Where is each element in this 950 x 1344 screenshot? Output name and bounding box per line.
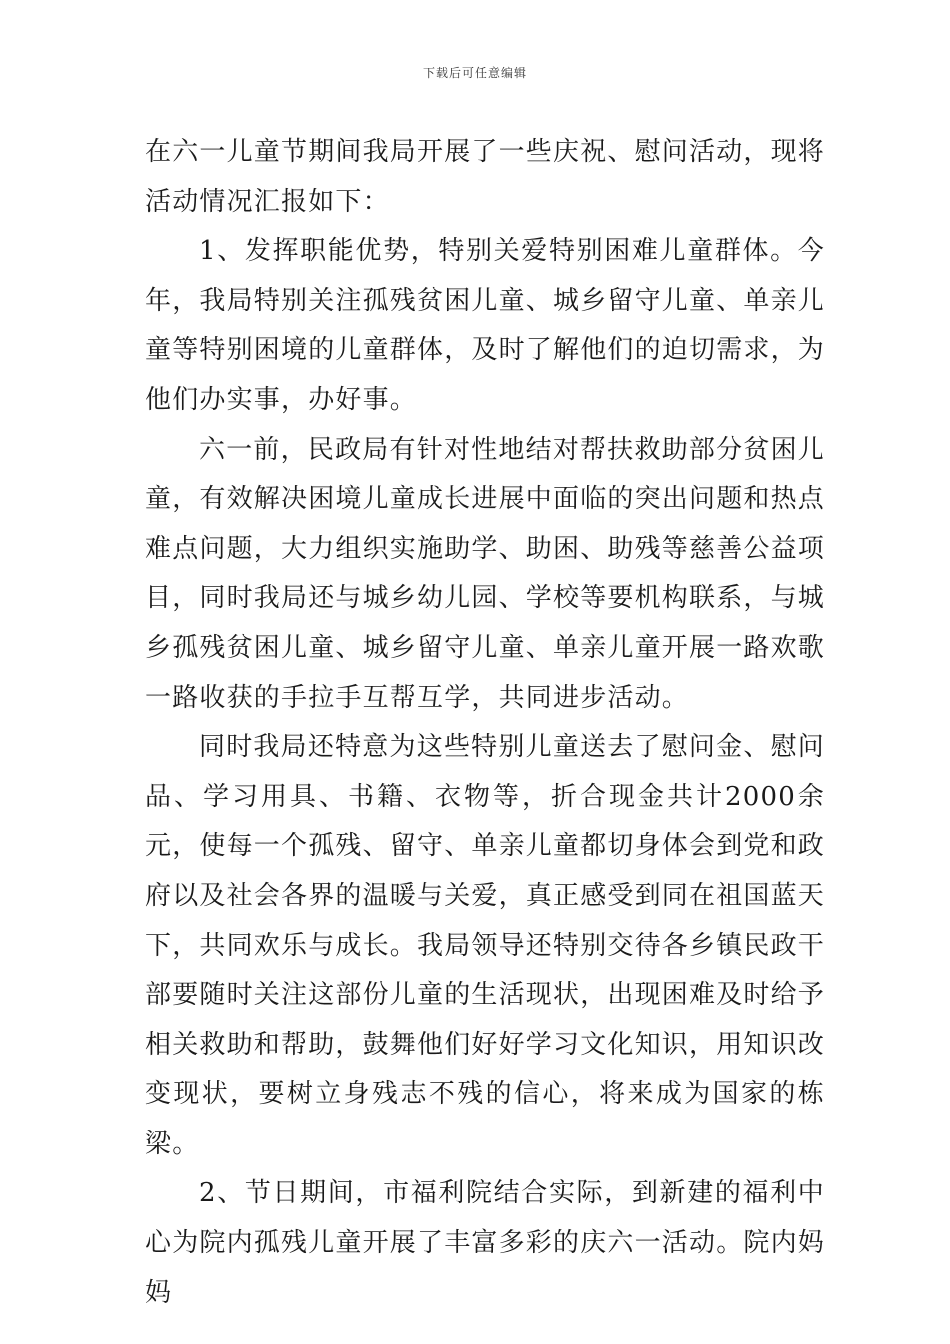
paragraph-intro: 在六一儿童节期间我局开展了一些庆祝、慰问活动，现将活动情况汇报如下：	[145, 137, 826, 217]
paragraph-4: 2、节日期间，市福利院结合实际，到新建的福利中心为院内孤残儿童开展了丰富多彩的庆六一活动。院内妈妈	[145, 1178, 826, 1308]
paragraph-1: 1、发挥职能优势，特别关爱特别困难儿童群体。今年，我局特别关注孤残贫困儿童、城乡留守儿童、单亲儿童等特别困境的儿童群体，及时了解他们的迫切需求，为他们办实事，办好事。	[145, 236, 826, 415]
header-note: 下载后可任意编辑	[422, 66, 527, 80]
paragraph-2: 六一前，民政局有针对性地结对帮扶救助部分贫困儿童，有效解决困境儿童成长进展中面临的突出问题和热点难点问题，大力组织实施助学、助困、助残等慈善公益项目，同时我局还与城乡幼儿园、学校等要机构联系，与城乡孤残贫困儿童、城乡留守儿童、单亲儿童开展一路欢歌一路收获的手拉手互帮互学，共同进步活动。	[145, 434, 826, 713]
document-body	[145, 128, 825, 1318]
paragraph-3: 同时我局还特意为这些特别儿童送去了慰问金、慰问品、学习用具、书籍、衣物等，折合现金共计2000余元，使每一个孤残、留守、单亲儿童都切身体会到党和政府以及社会各界的温暖与关爱，真正感受到同在祖国蓝天下，共同欢乐与成长。我局领导还特别交待各乡镇民政干部要随时关注这部份儿童的生活现状，出现困难及时给予相关救助和帮助，鼓舞他们好好学习文化知识，用知识改变现状，要树立身残志不残的信心，将来成为国家的栋梁。	[145, 732, 826, 1159]
